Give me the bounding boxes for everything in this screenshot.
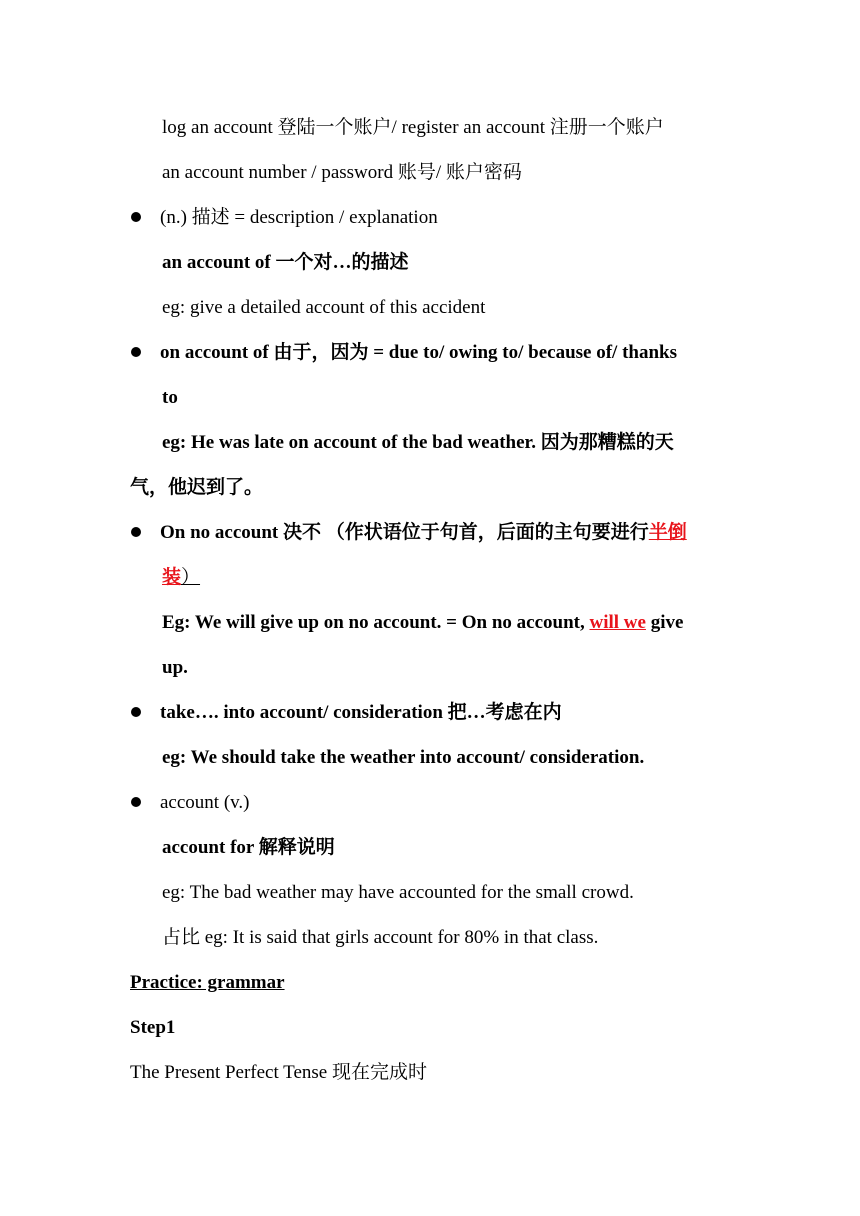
bullet-icon: [131, 347, 141, 357]
text-line: eg: We should take the weather into account/ consideration.: [162, 747, 645, 768]
highlight-text: will we: [589, 612, 646, 633]
bullet-icon: [131, 707, 141, 717]
text-line: [162, 836, 335, 860]
text-segment: Eg: We will give up on no account. = On no account,: [162, 612, 590, 633]
bullet-icon: [131, 797, 141, 807]
text-line: 占比 eg: It is said that girls account for 80% in that class.: [162, 927, 599, 948]
text-line: eg: give a detailed account of this accident: [162, 297, 486, 318]
text-line: [162, 611, 683, 635]
text-segment: give: [645, 612, 684, 633]
text-line: take…. into account/ consideration 把…考虑在内: [160, 702, 562, 723]
text-line: (n.) 描述 = description / explanation: [160, 207, 438, 228]
text-segment: On no account 决不 （作状语位于句首，后面的主句要进行: [160, 522, 649, 543]
text-line: up.: [162, 657, 188, 678]
text-line: [162, 566, 200, 590]
section-heading: Practice: grammar: [130, 972, 285, 993]
bullet-icon: [131, 527, 141, 537]
text-line: The Present Perfect Tense 现在完成时: [130, 1062, 427, 1083]
text-segment: account for 解释说明: [162, 837, 335, 858]
text-line: an account number / password 账号/ 账户密码: [162, 162, 522, 183]
text-line: on account of 由于，因为 = due to/ owing to/ because of/ thanks: [160, 342, 677, 363]
bullet-icon: [131, 212, 141, 222]
text-segment: ）: [181, 567, 201, 588]
text-line: to: [162, 387, 178, 408]
highlight-text: 半倒: [648, 522, 687, 543]
step-heading: Step1: [130, 1017, 176, 1038]
text-line: an account of 一个对…的描述: [162, 252, 409, 273]
text-line: account (v.): [160, 792, 250, 813]
text-line: 气，他迟到了。: [130, 477, 264, 498]
text-line: [160, 521, 687, 545]
text-line: eg: The bad weather may have accounted for the small crowd.: [162, 882, 634, 903]
text-line: eg: He was late on account of the bad weather. 因为那糟糕的天: [162, 432, 674, 453]
highlight-text: 装: [162, 567, 182, 588]
text-line: log an account 登陆一个账户/ register an account 注册一个账户: [162, 117, 664, 138]
